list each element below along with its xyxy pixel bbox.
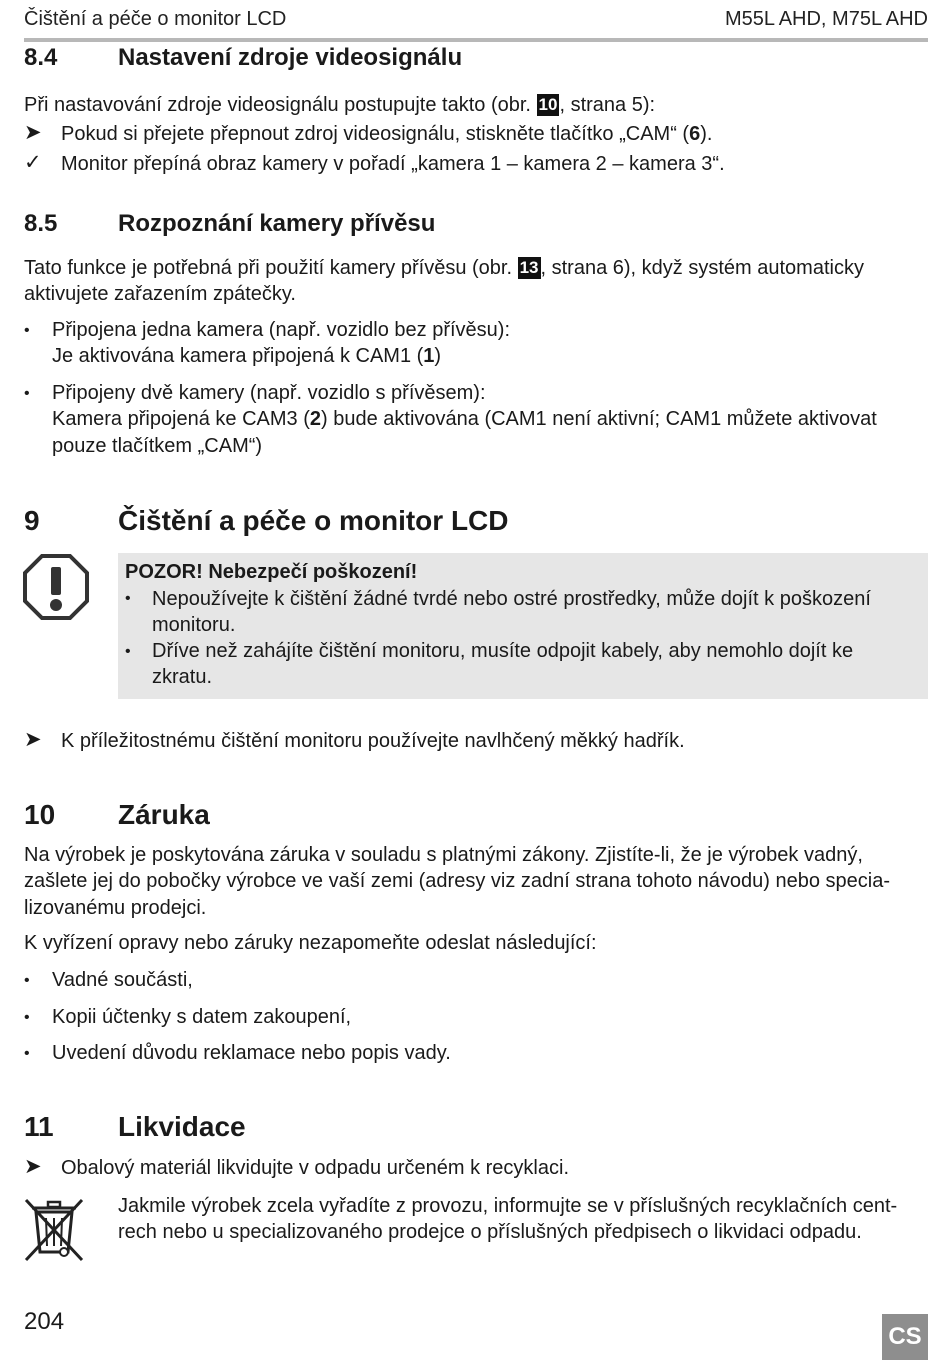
section-8-4-number: 8.4 bbox=[24, 44, 58, 71]
warning-title: POZOR! Nebezpečí poškození! bbox=[125, 561, 418, 583]
chapter-11-title: Likvidace bbox=[118, 1111, 246, 1142]
bullet-marker: • bbox=[125, 643, 131, 660]
section-8-5-intro-line1: Tato funkce je potřebná při použití kamery přívěsu (obr. 13 , strana 6), když systém automaticky bbox=[24, 257, 864, 279]
bullet-marker: • bbox=[24, 385, 30, 402]
header-rule bbox=[24, 38, 928, 42]
bullet-marker: • bbox=[24, 1045, 30, 1062]
chapter-9-step: K příležitostnému čištění monitoru používejte navlhčený měkký hadřík. bbox=[61, 730, 685, 752]
checkmark-icon: ✓ bbox=[24, 151, 42, 174]
figure-ref-13: 13 bbox=[519, 258, 539, 277]
warranty-line1: Na výrobek je poskytována záruka v souladu s platnými zákony. Zjistíte-li, že je výrobek vadný, bbox=[24, 844, 863, 866]
chapter-9-number: 9 bbox=[24, 505, 40, 536]
disposal-note-line1: Jakmile výrobek zcela vyřadíte z provozu, informujte se v příslušných recyklačních cent- bbox=[118, 1195, 898, 1217]
section-8-5-intro-line2: aktivujete zařazením zpátečky. bbox=[24, 283, 296, 305]
warranty-line3: lizovanému prodejci. bbox=[24, 897, 207, 919]
warranty-line2: zašlete jej do pobočky výrobce ve vaší zemi (adresy viz zadní strana tohoto návodu) nebo specia- bbox=[24, 870, 891, 892]
chapter-9-title: Čištění a péče o monitor LCD bbox=[118, 505, 509, 536]
disposal-step: Obalový materiál likvidujte v odpadu určeném k recyklaci. bbox=[61, 1157, 569, 1179]
bullet-marker: • bbox=[24, 972, 30, 989]
page-number: 204 bbox=[24, 1308, 65, 1335]
bullet-marker: • bbox=[125, 590, 131, 607]
language-badge: CS bbox=[882, 1314, 928, 1360]
warning-item2-line1: Dříve než zahájíte čištění monitoru, musíte odpojit kabely, aby nemohlo dojít ke bbox=[152, 640, 854, 662]
chapter-11-number: 11 bbox=[24, 1111, 54, 1142]
section-8-5-number: 8.5 bbox=[24, 210, 58, 237]
bullet-marker: • bbox=[24, 1009, 30, 1026]
disposal-note-line2: rech nebo u specializovaného prodejce o příslušných předpisech o likvidaci odpadu. bbox=[118, 1221, 862, 1243]
list-item: Kopii účtenky s datem zakoupení, bbox=[52, 1006, 352, 1028]
chapter-10-title: Záruka bbox=[118, 799, 210, 830]
chapter-10-number: 10 bbox=[24, 799, 56, 830]
running-header-models: M55L AHD, M75L AHD bbox=[724, 8, 928, 30]
warning-item2-line2: zkratu. bbox=[152, 666, 213, 688]
running-header-title: Čištění a péče o monitor LCD bbox=[24, 8, 287, 30]
arrow-icon: ➤ bbox=[24, 1155, 42, 1178]
section-8-5-title: Rozpoznání kamery přívěsu bbox=[118, 210, 436, 237]
warning-item1-line2: monitoru. bbox=[152, 614, 236, 636]
section-8-5-bullet1-line2: Je aktivována kamera připojená k CAM1 (1) bbox=[52, 345, 442, 367]
figure-ref-10: 10 bbox=[538, 95, 558, 114]
crossed-out-bin-icon bbox=[22, 1196, 86, 1264]
section-8-5-bullet2-line1: Připojeny dvě kamery (např. vozidlo s přívěsem): bbox=[52, 382, 486, 404]
section-8-5-bullet2-line3: pouze tlačítkem „CAM“) bbox=[52, 435, 263, 457]
arrow-icon: ➤ bbox=[24, 121, 42, 144]
warning-icon bbox=[22, 553, 90, 621]
section-8-5-bullet2-line2: Kamera připojená ke CAM3 (2) bude aktivována (CAM1 není aktivní; CAM1 můžete aktivovat bbox=[52, 408, 877, 430]
section-8-4-intro: Při nastavování zdroje videosignálu postupujte takto (obr. 10 , strana 5): bbox=[24, 94, 656, 116]
list-item: Uvedení důvodu reklamace nebo popis vady. bbox=[52, 1042, 451, 1064]
section-8-4-title: Nastavení zdroje videosignálu bbox=[118, 44, 463, 71]
warning-item1-line1: Nepoužívejte k čištění žádné tvrdé nebo ostré prostředky, může dojít k poškození bbox=[152, 588, 871, 610]
bullet-marker: • bbox=[24, 322, 30, 339]
section-8-4-result: Monitor přepíná obraz kamery v pořadí „kamera 1 – kamera 2 – kamera 3“. bbox=[61, 153, 725, 175]
list-item: Vadné součásti, bbox=[52, 969, 193, 991]
section-8-4-step: Pokud si přejete přepnout zdroj videosignálu, stiskněte tlačítko „CAM“ (6). bbox=[61, 123, 713, 145]
section-8-5-bullet1-line1: Připojena jedna kamera (např. vozidlo bez přívěsu): bbox=[52, 319, 511, 341]
arrow-icon: ➤ bbox=[24, 728, 42, 751]
warranty-list-intro: K vyřízení opravy nebo záruky nezapomeňte odeslat následující: bbox=[24, 932, 597, 954]
